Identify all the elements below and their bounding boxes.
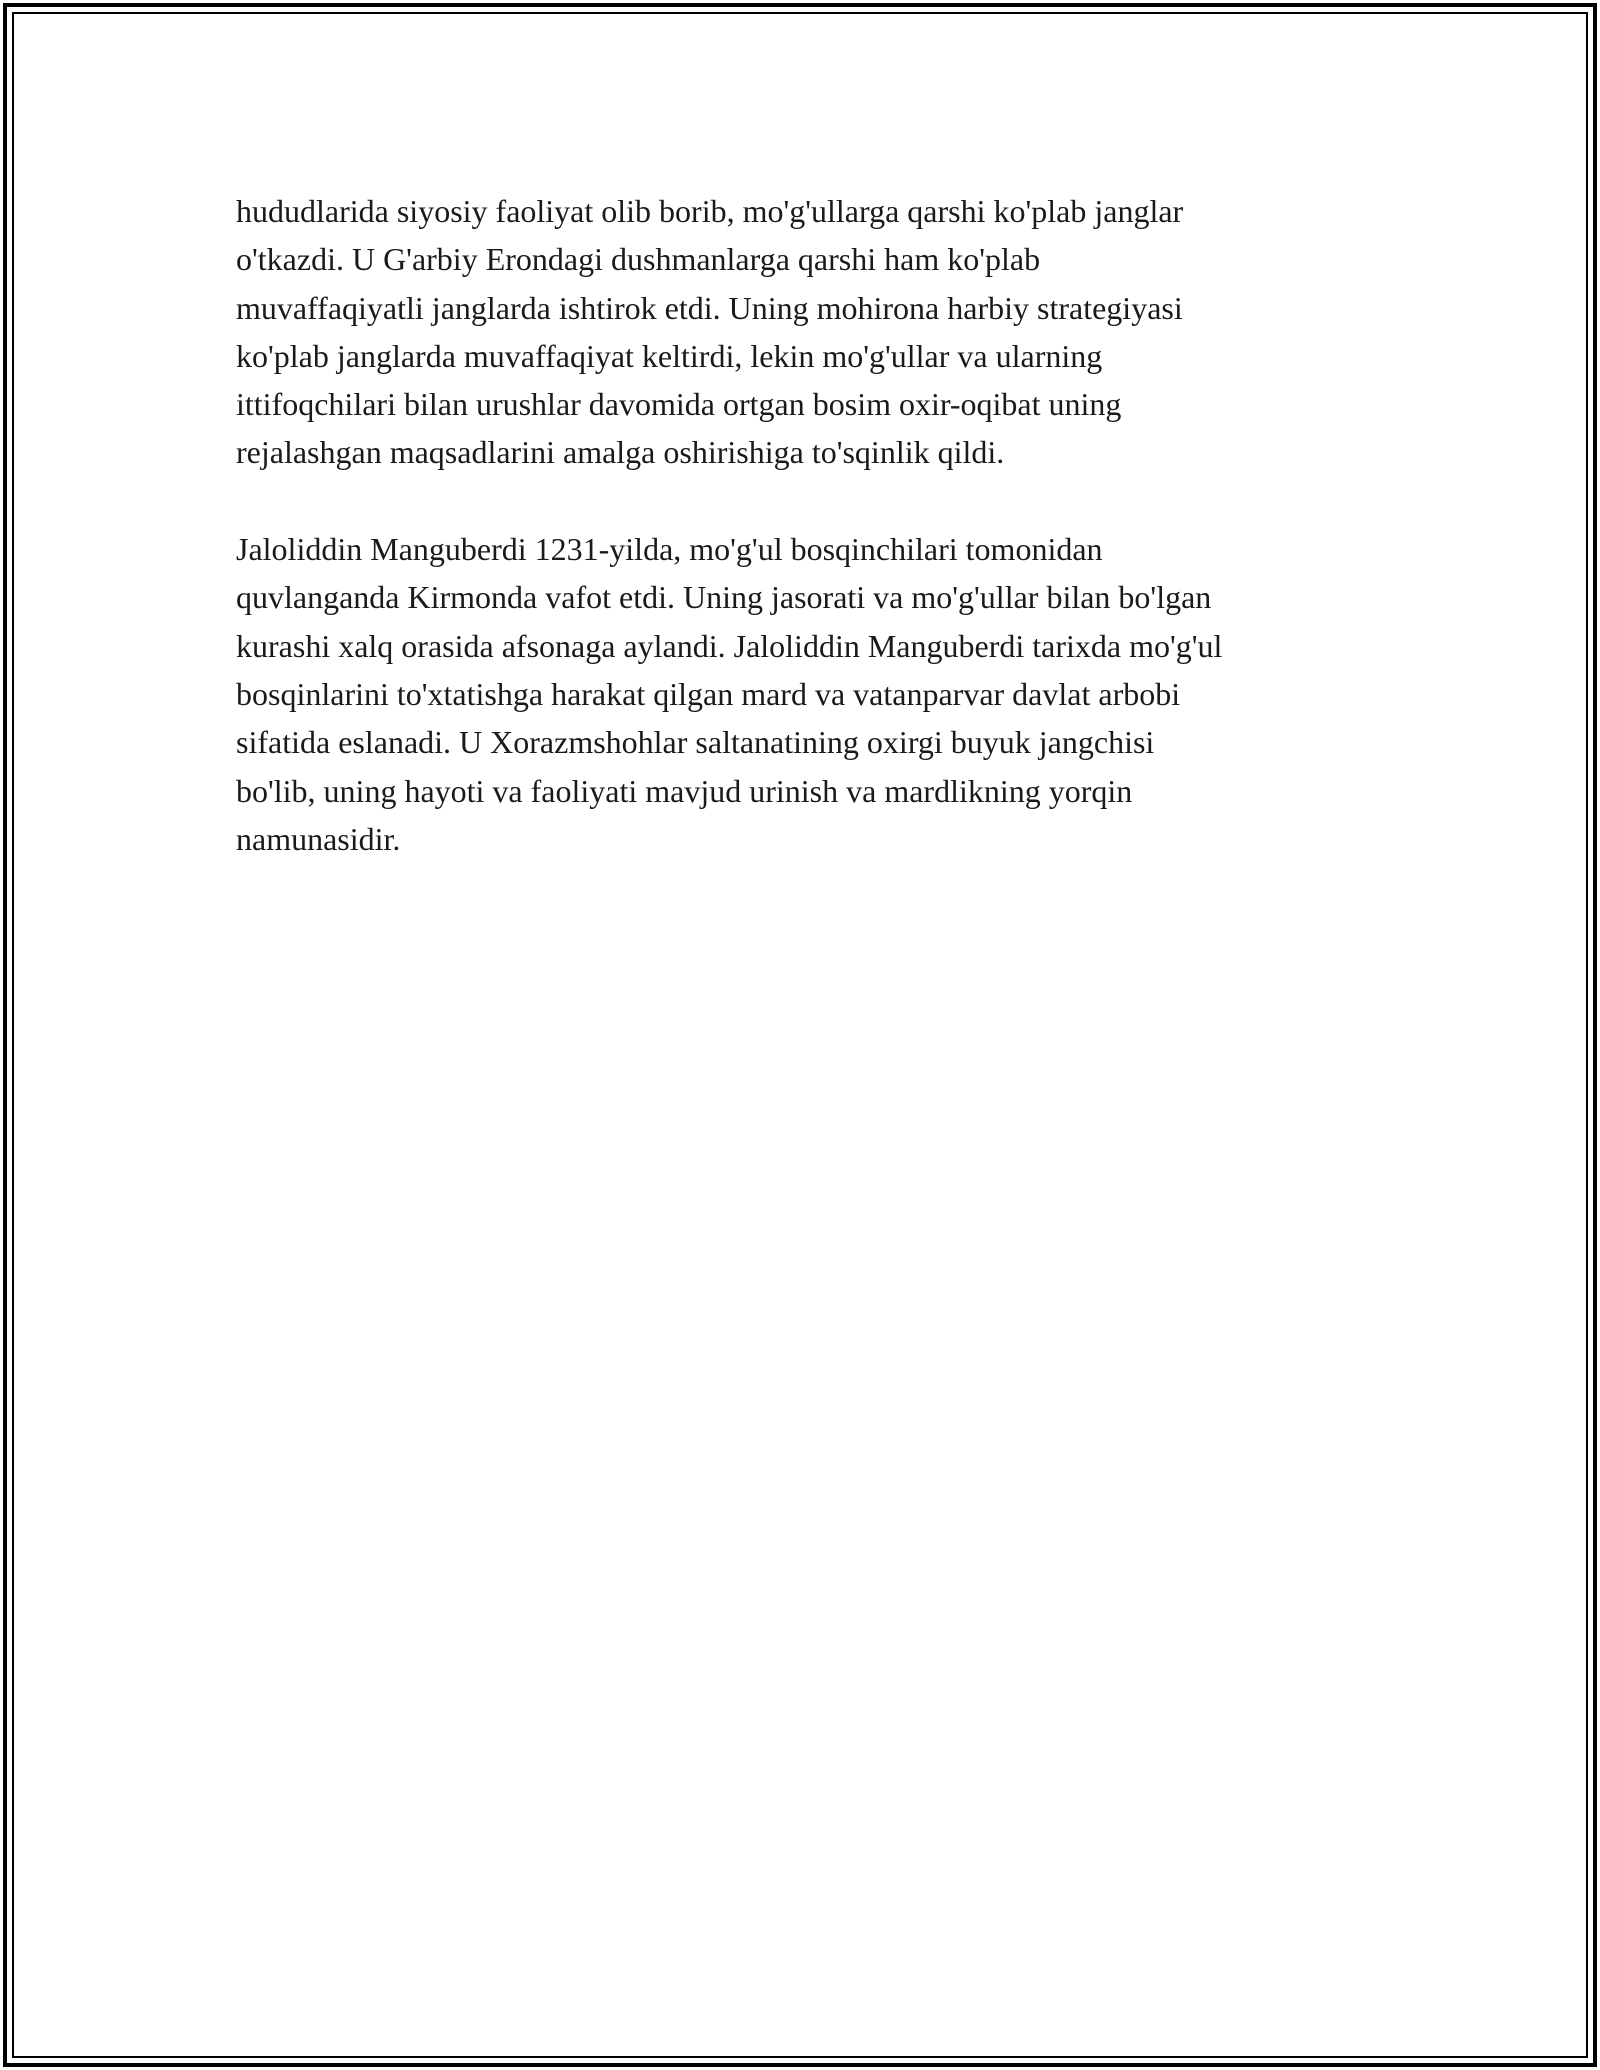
document-body <box>236 187 1396 911</box>
paragraph-1 <box>236 187 1396 477</box>
text-line: o'tkazdi. U G'arbiy Erondagi dushmanlarga qarshi ham ko'plab <box>236 241 1041 278</box>
text-line: hududlarida siyosiy faoliyat olib borib, mo'g'ullarga qarshi ko'plab janglar <box>236 193 1184 229</box>
text-line: sifatida eslanadi. U Xorazmshohlar saltanatining oxirgi buyuk jangchisi <box>236 724 1155 761</box>
text-line: kurashi xalq orasida afsonaga aylandi. Jaloliddin Manguberdi tarixda mo'g'ul <box>236 627 1223 664</box>
text-line: Jaloliddin Manguberdi 1231-yilda, mo'g'ul bosqinchilari tomonidan <box>236 531 1103 568</box>
text-line: rejalashgan maqsadlarini amalga oshirishiga to'sqinlik qildi. <box>236 434 1005 471</box>
paragraph-2 <box>236 525 1396 863</box>
text-line: namunasidir. <box>236 820 401 857</box>
text-line: muvaffaqiyatli janglarda ishtirok etdi. Uning mohirona harbiy strategiyasi <box>236 289 1183 326</box>
text-line: bosqinlarini to'xtatishga harakat qilgan mard va vatanparvar davlat arbobi <box>236 675 1181 712</box>
text-line: bo'lib, uning hayoti va faoliyati mavjud urinish va mardlikning yorqin <box>236 772 1133 809</box>
text-line: ittifoqchilari bilan urushlar davomida ortgan bosim oxir-oqibat uning <box>236 386 1122 423</box>
text-line: quvlanganda Kirmonda vafot etdi. Uning jasorati va mo'g'ullar bilan bo'lgan <box>236 579 1212 616</box>
text-line: ko'plab janglarda muvaffaqiyat keltirdi, lekin mo'g'ullar va ularning <box>236 337 1103 374</box>
